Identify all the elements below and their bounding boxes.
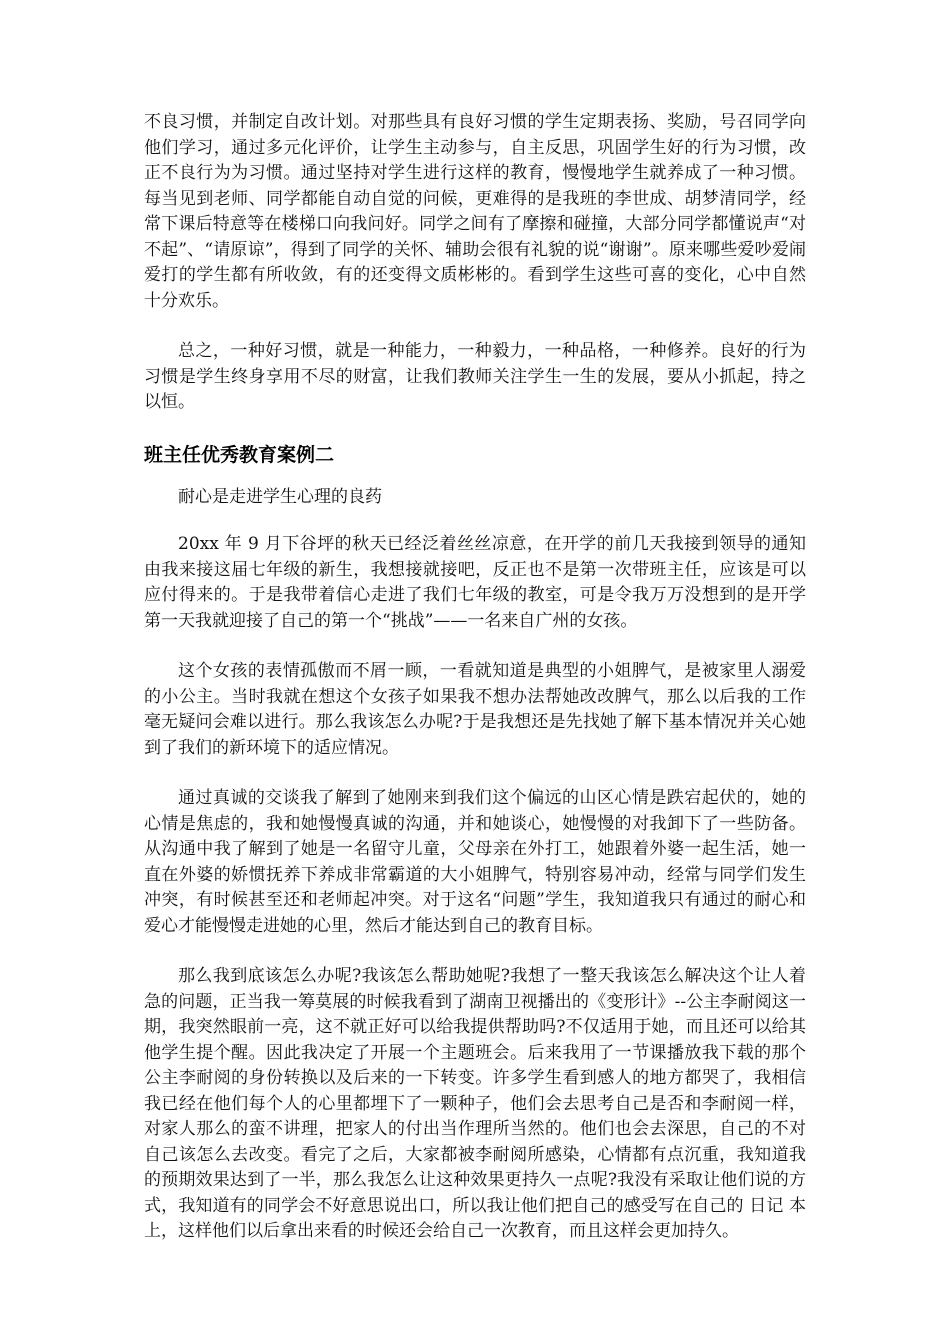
document-page bbox=[144, 110, 806, 1270]
paragraph-girl-description: 这个女孩的表情孤傲而不屑一顾，一看就知道是典型的小姐脾气，是被家里人溺爱的小公主。当时我就在想这个女孩子如果我不想办法帮她改改脾气，那么以后我的工作毫无疑问会难以进行。那么我该怎么办呢?于是我想还是先找她了解下基本情况并关心她到了我们的新环境下的适应情况。 bbox=[144, 661, 806, 758]
paragraph-intro: 20xx 年 9 月下谷坪的秋天已经泛着丝丝凉意，在开学的前几天我接到领导的通知由我来接这届七年级的新生，我想接就接吧，反正也不是第一次带班主任，应该是可以应付得来的。于是我带着信心走进了我们七年级的教室，可是令我万万没想到的是开学第一天我就迎接了自己的第一个“挑战”——一名来自广州的女孩。 bbox=[144, 534, 806, 631]
case-subtitle: 耐心是走进学生心理的良药 bbox=[178, 486, 382, 507]
section-heading: 班主任优秀教育案例二 bbox=[144, 443, 335, 466]
paragraph-summary: 总之，一种好习惯，就是一种能力，一种毅力，一种品格，一种修养。良好的行为习惯是学生终身享用不尽的财富，让我们教师关注学生一生的发展，要从小抓起，持之以恒。 bbox=[144, 341, 806, 412]
paragraph-conversation: 通过真诚的交谈我了解到了她刚来到我们这个偏远的山区心情是跌宕起伏的，她的心情是焦虑的，我和她慢慢真诚的沟通，并和她谈心，她慢慢的对我卸下了一些防备。从沟通中我了解到了她是一名留守儿童，父母亲在外打工，她跟着外婆一起生活，她一直在外婆的娇惯抚养下养成非常霸道的大小姐脾气，特别容易冲动，经常与同学们发生冲突，有时候甚至还和老师起冲突。对于这名“问题”学生，我知道我只有通过的耐心和爱心才能慢慢走进她的心里，然后才能达到自己的教育目标。 bbox=[144, 788, 806, 936]
paragraph-class-meeting: 那么我到底该怎么办呢?我该怎么帮助她呢?我想了一整天我该怎么解决这个让人着急的问题，正当我一筹莫展的时候我看到了湖南卫视播出的《变形计》--公主李耐阅这一期，我突然眼前一亮，这不就正好可以给我提供帮助吗?不仅适用于她，而且还可以给其他学生提个醒。因此我决定了开展一个主题班会。后来我用了一节课播放我下载的那个公主李耐阅的身份转换以及后来的一下转变。许多学生看到感人的地方都哭了，我相信我已经在他们每个人的心里都埋下了一颗种子，他们会去思考自己是否和李耐阅一样，对家人那么的蛮不讲理，把家人的付出当作理所当然的。他们也会去深思，自己的不对自己该怎么去改变。看完了之后，大家都被李耐阅所感染，心情都有点沉重，我知道我的预期效果达到了一半，那么我怎么让这种效果更持久一点呢?我没有采取让他们说的方式，我知道有的同学会不好意思说出口，所以我让他们把自己的感受写在自己的 日记 本上，这样他们以后拿出来看的时候还会给自己一次教育，而且这样会更加持久。 bbox=[144, 966, 806, 1241]
paragraph-habits-continued: 不良习惯，并制定自改计划。对那些具有良好习惯的学生定期表扬、奖励，号召同学向他们学习，通过多元化评价，让学生主动参与，自主反思，巩固学生好的行为习惯，改正不良行为为习惯。通过坚持对学生进行这样的教育，慢慢地学生就养成了一种习惯。每当见到老师、同学都能自动自觉的问候，更难得的是我班的李世成、胡梦清同学，经常下课后特意等在楼梯口向我问好。同学之间有了摩擦和碰撞，大部分同学都懂说声“对不起”、“请原谅”，得到了同学的关怀、辅助会很有礼貌的说“谢谢”。原来哪些爱吵爱闹爱打的学生都有所收敛，有的还变得文质彬彬的。看到学生这些可喜的变化，心中自然十分欢乐。 bbox=[144, 112, 806, 311]
